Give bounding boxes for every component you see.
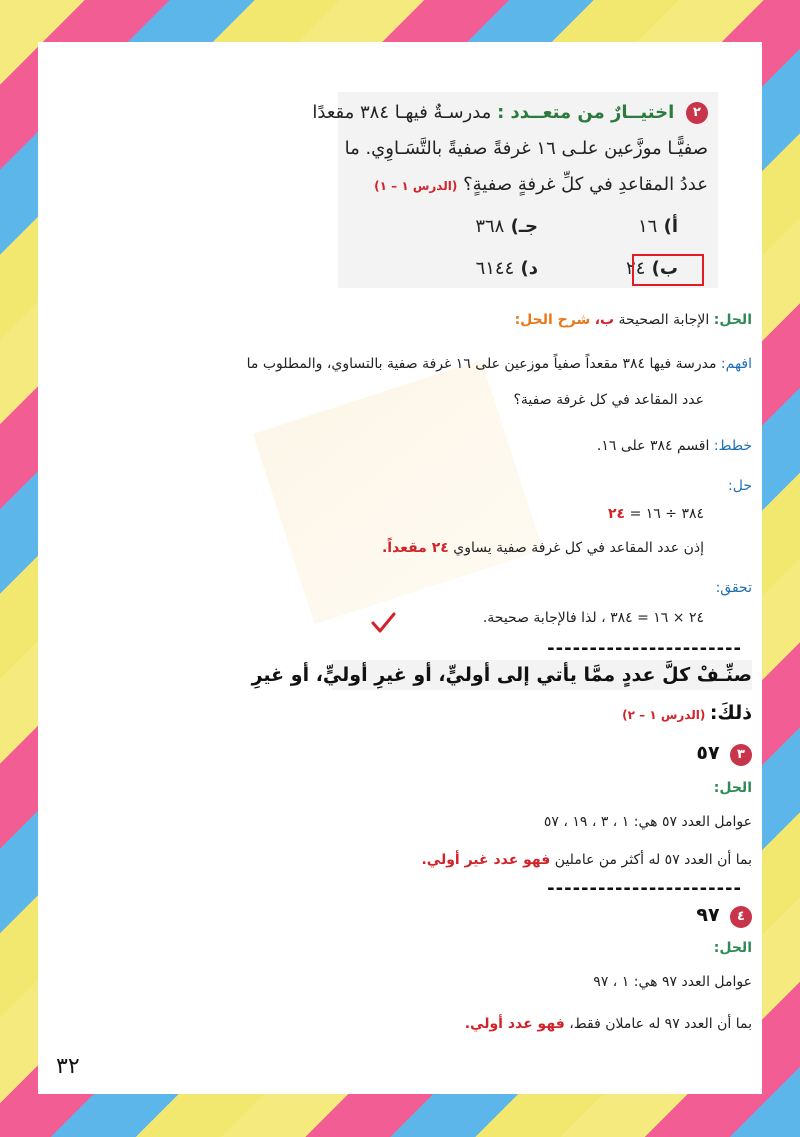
option-value: ١٦ [637, 216, 658, 237]
plan-line [38, 438, 762, 454]
worksheet-page [38, 42, 762, 1094]
solution-label: الحل: [713, 780, 752, 796]
understand-label: افهم: [720, 356, 752, 372]
section-text: ذلكَ: [709, 702, 752, 724]
question-2-line1 [312, 102, 708, 124]
solve-label: حل: [728, 478, 752, 494]
question-value: ٩٧ [696, 904, 720, 926]
question-number-badge: ٢ [686, 102, 708, 124]
explain-label: شرح الحل: [514, 312, 591, 328]
checkmark-icon [370, 610, 396, 636]
solution-text: الإجابة الصحيحة [618, 312, 710, 328]
question-4-factors: عوامل العدد ٩٧ هي: ١ ، ٩٧ [593, 974, 752, 990]
equation: ٣٨٤ ÷ ١٦ = [629, 506, 704, 522]
option-label: جـ) [510, 216, 538, 237]
solution-answer: ب، [594, 312, 615, 328]
question-3-factors: عوامل العدد ٥٧ هي: ١ ، ٣ ، ١٩ ، ٥٧ [543, 814, 752, 830]
option-value: ٣٦٨ [475, 216, 505, 237]
equation-result: ٢٤ [608, 506, 626, 522]
conclusion-line [38, 540, 762, 556]
solution-label: الحل: [713, 940, 752, 956]
plan-label: خطط: [713, 438, 752, 454]
verdict-text: فهو عدد غير أولي. [421, 852, 551, 868]
equation-line [38, 506, 762, 522]
question-2-line2: صفيًّـا موزَّعين علـى ١٦ غرفةً صفيةً بالتَّسَـاوِي. ما [344, 138, 708, 159]
understand-line [38, 356, 762, 372]
solution-line [38, 312, 762, 328]
question-number-badge: ٣ [730, 744, 752, 766]
option-value: ٦١٤٤ [475, 258, 515, 279]
option-c[interactable] [475, 216, 538, 237]
question-text: عددُ المقاعدِ في كلِّ غرفةٍ صفيةٍ؟ [463, 174, 708, 195]
section-instruction2 [38, 702, 762, 724]
question-4-solution-label [38, 940, 762, 956]
reason-text: بما أن العدد ٩٧ له عاملان فقط، [569, 1016, 752, 1032]
check-label: تحقق: [715, 580, 752, 596]
question-3-header [38, 742, 762, 766]
option-label: د) [520, 258, 538, 279]
option-a[interactable] [638, 216, 678, 237]
verdict-text: فهو عدد أولي. [464, 1016, 565, 1032]
separator: ----------------------- [547, 638, 742, 659]
question-value: ٥٧ [696, 742, 720, 764]
selected-answer-box [632, 254, 704, 286]
plan-text: اقسم ٣٨٤ على ١٦. [596, 438, 710, 454]
lesson-reference: (الدرس ١ – ٢) [622, 708, 706, 722]
question-2-line3 [374, 174, 708, 195]
lesson-reference: (الدرس ١ – ١) [374, 179, 458, 193]
option-value: ٢٤ [626, 258, 646, 279]
section-instruction: صنِّـفْ كلَّ عددٍ ممَّا يأتي إلى أوليٍّ، أو غيرِ أوليٍّ، أو غيرِ [251, 664, 752, 686]
question-heading: اختيــارٌ من متعــدد : [497, 102, 675, 123]
understand-text: مدرسة فيها ٣٨٤ مقعداً صفياً موزعين على ١٦ غرفة صفية بالتساوي، والمطلوب ما [246, 356, 717, 372]
understand-line2: عدد المقاعد في كل غرفة صفية؟ [513, 392, 704, 408]
page-number: ٣٢ [56, 1054, 80, 1079]
check-label-line [38, 580, 762, 596]
conclusion-text: إذن عدد المقاعد في كل غرفة صفية يساوي [453, 540, 704, 556]
option-label: أ) [663, 216, 678, 237]
question-text: مدرسـةٌ فيهـا ٣٨٤ مقعدًا [312, 102, 492, 123]
question-number-badge: ٤ [730, 906, 752, 928]
question-3-solution-label [38, 780, 762, 796]
solution-label: الحل: [713, 312, 752, 328]
separator: ----------------------- [547, 878, 742, 899]
option-d[interactable] [476, 258, 538, 279]
solve-label-line [38, 478, 762, 494]
reason-text: بما أن العدد ٥٧ له أكثر من عاملين [554, 852, 752, 868]
option-label: ب) [651, 258, 678, 279]
check-line: ٢٤ × ١٦ = ٣٨٤ ، لذا فالإجابة صحيحة. [482, 610, 704, 626]
question-4-reason [38, 1016, 762, 1032]
question-3-reason [38, 852, 762, 868]
question-4-header [38, 904, 762, 928]
conclusion-value: ٢٤ مقعداً. [381, 540, 449, 556]
